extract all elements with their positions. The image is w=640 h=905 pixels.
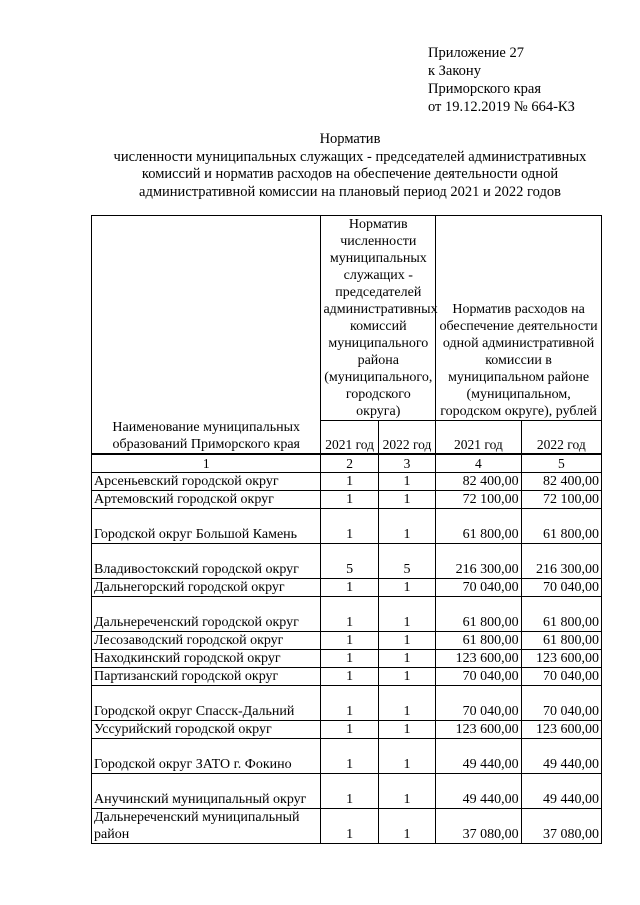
table-row bbox=[92, 668, 602, 686]
appendix-reference bbox=[428, 44, 575, 116]
staff-norm-2022-cell: 1 bbox=[378, 721, 435, 739]
cost-norm-2022-cell: 61 800,00 bbox=[521, 632, 601, 650]
staff-norm-2021-cell: 1 bbox=[321, 650, 378, 668]
table-row bbox=[92, 650, 602, 668]
table-row bbox=[92, 686, 602, 721]
header-year: 2021 год bbox=[321, 421, 378, 455]
table-row bbox=[92, 509, 602, 544]
cost-norm-2021-cell: 61 800,00 bbox=[436, 632, 522, 650]
staff-norm-2021-cell: 1 bbox=[321, 597, 378, 632]
table-row bbox=[92, 632, 602, 650]
staff-norm-2022-cell: 1 bbox=[378, 491, 435, 509]
column-index: 3 bbox=[378, 454, 435, 473]
cost-norm-2022-cell: 123 600,00 bbox=[521, 650, 601, 668]
cost-norm-2022-cell: 70 040,00 bbox=[521, 668, 601, 686]
title-line: комиссий и норматив расходов на обеспечение деятельности одной bbox=[141, 166, 559, 182]
cost-norm-2022-cell: 61 800,00 bbox=[521, 509, 601, 544]
header-staff-norm: Норматив численности муниципальных служащих - председателей административных комиссий муниципального района (муниципального, городского округа) bbox=[321, 216, 436, 421]
municipality-name-cell: Уссурийский городской округ bbox=[92, 721, 321, 739]
appendix-line: от 19.12.2019 № 664-КЗ bbox=[428, 99, 575, 115]
cost-norm-2021-cell: 72 100,00 bbox=[436, 491, 522, 509]
municipality-name-cell: Анучинский муниципальный округ bbox=[92, 774, 321, 809]
header-cost-norm: Норматив расходов на обеспечение деятельности одной административной комиссии в муниципальном районе (муниципальном, городском округе), рублей bbox=[436, 216, 602, 421]
staff-norm-2021-cell: 1 bbox=[321, 774, 378, 809]
staff-norm-2022-cell: 1 bbox=[378, 774, 435, 809]
table-row bbox=[92, 739, 602, 774]
column-index: 1 bbox=[92, 454, 321, 473]
header-year: 2022 год bbox=[521, 421, 601, 455]
header-year: 2022 год bbox=[378, 421, 435, 455]
cost-norm-2021-cell: 82 400,00 bbox=[436, 473, 522, 491]
cost-norm-2022-cell: 61 800,00 bbox=[521, 597, 601, 632]
header-year: 2021 год bbox=[436, 421, 522, 455]
cost-norm-2021-cell: 70 040,00 bbox=[436, 686, 522, 721]
title-line: Норматив bbox=[319, 131, 381, 147]
cost-norm-2022-cell: 123 600,00 bbox=[521, 721, 601, 739]
cost-norm-2022-cell: 72 100,00 bbox=[521, 491, 601, 509]
staff-norm-2021-cell: 1 bbox=[321, 509, 378, 544]
staff-norm-2021-cell: 1 bbox=[321, 686, 378, 721]
appendix-line: к Закону bbox=[428, 63, 481, 79]
municipality-name-cell: Дальнегорский городской округ bbox=[92, 579, 321, 597]
cost-norm-2022-cell: 49 440,00 bbox=[521, 739, 601, 774]
title-line: численности муниципальных служащих - председателей административных bbox=[113, 148, 587, 165]
staff-norm-2021-cell: 1 bbox=[321, 809, 378, 844]
staff-norm-2021-cell: 1 bbox=[321, 668, 378, 686]
column-index: 2 bbox=[321, 454, 378, 473]
municipality-name-cell: Артемовский городской округ bbox=[92, 491, 321, 509]
table-row bbox=[92, 809, 602, 844]
staff-norm-2021-cell: 1 bbox=[321, 491, 378, 509]
table-row bbox=[92, 597, 602, 632]
appendix-line: Приморского края bbox=[428, 81, 542, 97]
staff-norm-2021-cell: 5 bbox=[321, 544, 378, 579]
municipality-name-cell: Лесозаводский городской округ bbox=[92, 632, 321, 650]
norms-table-body bbox=[92, 216, 602, 844]
table-row bbox=[92, 473, 602, 491]
cost-norm-2021-cell: 70 040,00 bbox=[436, 668, 522, 686]
cost-norm-2022-cell: 49 440,00 bbox=[521, 774, 601, 809]
municipality-name-cell: Дальнереченский муниципальный район bbox=[92, 809, 321, 844]
cost-norm-2021-cell: 61 800,00 bbox=[436, 597, 522, 632]
column-index: 4 bbox=[436, 454, 522, 473]
staff-norm-2022-cell: 1 bbox=[378, 650, 435, 668]
staff-norm-2022-cell: 1 bbox=[378, 668, 435, 686]
staff-norm-2022-cell: 1 bbox=[378, 473, 435, 491]
cost-norm-2021-cell: 61 800,00 bbox=[436, 509, 522, 544]
cost-norm-2022-cell: 70 040,00 bbox=[521, 579, 601, 597]
staff-norm-2022-cell: 1 bbox=[378, 579, 435, 597]
cost-norm-2021-cell: 123 600,00 bbox=[436, 721, 522, 739]
staff-norm-2022-cell: 1 bbox=[378, 597, 435, 632]
cost-norm-2022-cell: 70 040,00 bbox=[521, 686, 601, 721]
cost-norm-2022-cell: 37 080,00 bbox=[521, 809, 601, 844]
cost-norm-2021-cell: 216 300,00 bbox=[436, 544, 522, 579]
cost-norm-2021-cell: 49 440,00 bbox=[436, 774, 522, 809]
table-row bbox=[92, 774, 602, 809]
header-municipality-name: Наименование муниципальных образований Приморского края bbox=[92, 216, 321, 455]
staff-norm-2021-cell: 1 bbox=[321, 632, 378, 650]
table-row bbox=[92, 491, 602, 509]
title-line: административной комиссии на плановый период 2021 и 2022 годов bbox=[139, 183, 561, 200]
staff-norm-2022-cell: 1 bbox=[378, 686, 435, 721]
staff-norm-2022-cell: 1 bbox=[378, 809, 435, 844]
cost-norm-2021-cell: 70 040,00 bbox=[436, 579, 522, 597]
table-row bbox=[92, 544, 602, 579]
municipality-name-cell: Партизанский городской округ bbox=[92, 668, 321, 686]
appendix-line: Приложение 27 bbox=[428, 45, 524, 61]
column-index: 5 bbox=[521, 454, 601, 473]
staff-norm-2022-cell: 1 bbox=[378, 632, 435, 650]
staff-norm-2022-cell: 1 bbox=[378, 509, 435, 544]
cost-norm-2021-cell: 123 600,00 bbox=[436, 650, 522, 668]
cost-norm-2021-cell: 37 080,00 bbox=[436, 809, 522, 844]
staff-norm-2021-cell: 1 bbox=[321, 739, 378, 774]
staff-norm-2022-cell: 1 bbox=[378, 739, 435, 774]
table-row bbox=[92, 579, 602, 597]
municipality-name-cell: Городской округ Спасск-Дальний bbox=[92, 686, 321, 721]
staff-norm-2022-cell: 5 bbox=[378, 544, 435, 579]
municipality-name-cell: Дальнереченский городской округ bbox=[92, 597, 321, 632]
table-row bbox=[92, 721, 602, 739]
staff-norm-2021-cell: 1 bbox=[321, 579, 378, 597]
norms-table bbox=[91, 215, 602, 844]
staff-norm-2021-cell: 1 bbox=[321, 721, 378, 739]
cost-norm-2022-cell: 216 300,00 bbox=[521, 544, 601, 579]
header-row bbox=[92, 216, 602, 421]
municipality-name-cell: Городской округ Большой Камень bbox=[92, 509, 321, 544]
municipality-name-cell: Городской округ ЗАТО г. Фокино bbox=[92, 739, 321, 774]
municipality-name-cell: Владивостокский городской округ bbox=[92, 544, 321, 579]
staff-norm-2021-cell: 1 bbox=[321, 473, 378, 491]
cost-norm-2021-cell: 49 440,00 bbox=[436, 739, 522, 774]
column-index-row bbox=[92, 454, 602, 473]
document-title bbox=[70, 131, 630, 201]
municipality-name-cell: Находкинский городской округ bbox=[92, 650, 321, 668]
municipality-name-cell: Арсеньевский городской округ bbox=[92, 473, 321, 491]
cost-norm-2022-cell: 82 400,00 bbox=[521, 473, 601, 491]
